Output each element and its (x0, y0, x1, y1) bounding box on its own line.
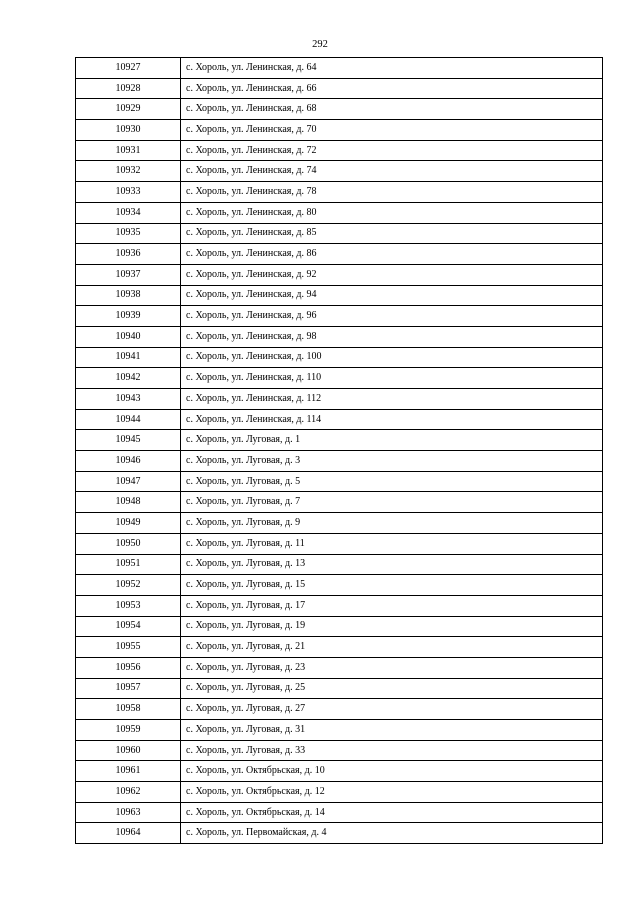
table-row (76, 782, 603, 803)
table-row (76, 740, 603, 761)
row-number-cell: 10944 (76, 409, 181, 430)
row-number-cell: 10930 (76, 120, 181, 141)
address-cell: с. Хороль, ул. Луговая, д. 31 (181, 720, 603, 741)
address-table-body (76, 58, 603, 844)
address-cell: с. Хороль, ул. Луговая, д. 19 (181, 616, 603, 637)
address-cell: с. Хороль, ул. Ленинская, д. 70 (181, 120, 603, 141)
table-row (76, 306, 603, 327)
row-number-cell: 10952 (76, 575, 181, 596)
address-cell: с. Хороль, ул. Луговая, д. 23 (181, 657, 603, 678)
address-cell: с. Хороль, ул. Ленинская, д. 112 (181, 389, 603, 410)
address-cell: с. Хороль, ул. Луговая, д. 17 (181, 595, 603, 616)
table-row (76, 657, 603, 678)
table-row (76, 140, 603, 161)
table-row (76, 347, 603, 368)
table-row (76, 326, 603, 347)
address-cell: с. Хороль, ул. Ленинская, д. 110 (181, 368, 603, 389)
address-cell: с. Хороль, ул. Ленинская, д. 98 (181, 326, 603, 347)
address-cell: с. Хороль, ул. Октябрьская, д. 14 (181, 802, 603, 823)
table-row (76, 678, 603, 699)
row-number-cell: 10929 (76, 99, 181, 120)
row-number-cell: 10940 (76, 326, 181, 347)
row-number-cell: 10939 (76, 306, 181, 327)
row-number-cell: 10934 (76, 202, 181, 223)
address-cell: с. Хороль, ул. Ленинская, д. 94 (181, 285, 603, 306)
row-number-cell: 10936 (76, 244, 181, 265)
table-row (76, 471, 603, 492)
table-row (76, 699, 603, 720)
address-cell: с. Хороль, ул. Луговая, д. 33 (181, 740, 603, 761)
address-cell: с. Хороль, ул. Луговая, д. 25 (181, 678, 603, 699)
table-row (76, 244, 603, 265)
table-row (76, 182, 603, 203)
row-number-cell: 10928 (76, 78, 181, 99)
address-cell: с. Хороль, ул. Ленинская, д. 85 (181, 223, 603, 244)
table-row (76, 802, 603, 823)
row-number-cell: 10937 (76, 264, 181, 285)
row-number-cell: 10955 (76, 637, 181, 658)
row-number-cell: 10942 (76, 368, 181, 389)
address-cell: с. Хороль, ул. Луговая, д. 21 (181, 637, 603, 658)
address-cell: с. Хороль, ул. Ленинская, д. 68 (181, 99, 603, 120)
row-number-cell: 10933 (76, 182, 181, 203)
address-cell: с. Хороль, ул. Первомайская, д. 4 (181, 823, 603, 844)
table-row (76, 389, 603, 410)
table-row (76, 285, 603, 306)
table-row (76, 720, 603, 741)
table-row (76, 202, 603, 223)
address-cell: с. Хороль, ул. Луговая, д. 27 (181, 699, 603, 720)
table-row (76, 595, 603, 616)
address-cell: с. Хороль, ул. Ленинская, д. 72 (181, 140, 603, 161)
table-row (76, 78, 603, 99)
row-number-cell: 10957 (76, 678, 181, 699)
address-cell: с. Хороль, ул. Луговая, д. 1 (181, 430, 603, 451)
address-cell: с. Хороль, ул. Ленинская, д. 64 (181, 58, 603, 79)
table-row (76, 58, 603, 79)
table-row (76, 513, 603, 534)
address-cell: с. Хороль, ул. Луговая, д. 3 (181, 451, 603, 472)
row-number-cell: 10927 (76, 58, 181, 79)
address-cell: с. Хороль, ул. Октябрьская, д. 12 (181, 782, 603, 803)
row-number-cell: 10947 (76, 471, 181, 492)
address-cell: с. Хороль, ул. Ленинская, д. 86 (181, 244, 603, 265)
address-cell: с. Хороль, ул. Ленинская, д. 96 (181, 306, 603, 327)
address-cell: с. Хороль, ул. Ленинская, д. 80 (181, 202, 603, 223)
address-cell: с. Хороль, ул. Ленинская, д. 78 (181, 182, 603, 203)
address-cell: с. Хороль, ул. Луговая, д. 5 (181, 471, 603, 492)
row-number-cell: 10931 (76, 140, 181, 161)
row-number-cell: 10948 (76, 492, 181, 513)
table-row (76, 161, 603, 182)
row-number-cell: 10959 (76, 720, 181, 741)
address-cell: с. Хороль, ул. Ленинская, д. 100 (181, 347, 603, 368)
row-number-cell: 10953 (76, 595, 181, 616)
row-number-cell: 10941 (76, 347, 181, 368)
row-number-cell: 10932 (76, 161, 181, 182)
row-number-cell: 10961 (76, 761, 181, 782)
page-number: 292 (312, 39, 328, 50)
table-row (76, 223, 603, 244)
address-cell: с. Хороль, ул. Ленинская, д. 66 (181, 78, 603, 99)
table-row (76, 823, 603, 844)
row-number-cell: 10946 (76, 451, 181, 472)
row-number-cell: 10938 (76, 285, 181, 306)
address-cell: с. Хороль, ул. Ленинская, д. 74 (181, 161, 603, 182)
row-number-cell: 10954 (76, 616, 181, 637)
address-table (75, 57, 603, 844)
row-number-cell: 10960 (76, 740, 181, 761)
table-row (76, 430, 603, 451)
table-row (76, 575, 603, 596)
table-row (76, 533, 603, 554)
table-row (76, 554, 603, 575)
table-row (76, 451, 603, 472)
table-row (76, 120, 603, 141)
row-number-cell: 10951 (76, 554, 181, 575)
table-row (76, 492, 603, 513)
row-number-cell: 10935 (76, 223, 181, 244)
address-cell: с. Хороль, ул. Луговая, д. 11 (181, 533, 603, 554)
row-number-cell: 10949 (76, 513, 181, 534)
table-row (76, 616, 603, 637)
address-cell: с. Хороль, ул. Луговая, д. 7 (181, 492, 603, 513)
table-row (76, 368, 603, 389)
table-row (76, 637, 603, 658)
row-number-cell: 10958 (76, 699, 181, 720)
row-number-cell: 10943 (76, 389, 181, 410)
row-number-cell: 10963 (76, 802, 181, 823)
table-row (76, 409, 603, 430)
address-cell: с. Хороль, ул. Ленинская, д. 92 (181, 264, 603, 285)
row-number-cell: 10962 (76, 782, 181, 803)
table-row (76, 761, 603, 782)
row-number-cell: 10945 (76, 430, 181, 451)
address-cell: с. Хороль, ул. Октябрьская, д. 10 (181, 761, 603, 782)
address-cell: с. Хороль, ул. Луговая, д. 9 (181, 513, 603, 534)
table-row (76, 99, 603, 120)
address-cell: с. Хороль, ул. Луговая, д. 13 (181, 554, 603, 575)
address-cell: с. Хороль, ул. Ленинская, д. 114 (181, 409, 603, 430)
table-row (76, 264, 603, 285)
address-cell: с. Хороль, ул. Луговая, д. 15 (181, 575, 603, 596)
row-number-cell: 10950 (76, 533, 181, 554)
row-number-cell: 10964 (76, 823, 181, 844)
row-number-cell: 10956 (76, 657, 181, 678)
